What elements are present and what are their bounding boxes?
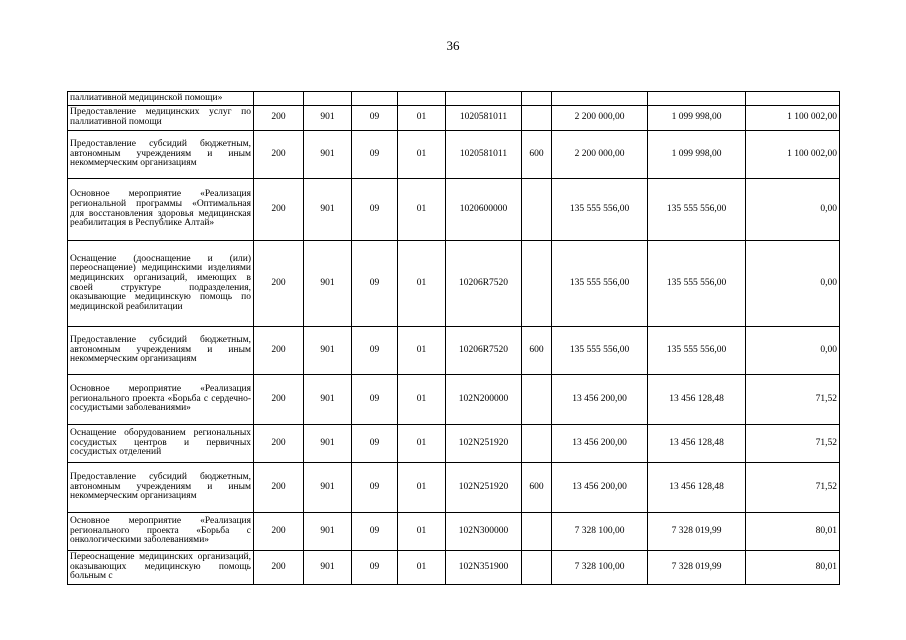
department-code-cell: 901 [304, 463, 352, 513]
table-row [68, 463, 840, 513]
target-article-cell [446, 92, 522, 106]
expense-type-cell [522, 106, 552, 131]
table-row [68, 513, 840, 551]
target-article-cell: 10206R7520 [446, 241, 522, 327]
remaining-amount-cell: 0,00 [746, 327, 840, 375]
target-article-cell: 102N351900 [446, 551, 522, 585]
planned-amount-cell: 135 555 556,00 [552, 179, 648, 241]
subsection-code-cell: 01 [398, 106, 446, 131]
department-code-cell: 901 [304, 241, 352, 327]
expense-type-cell [522, 425, 552, 463]
remaining-amount-cell: 71,52 [746, 375, 840, 425]
remaining-amount-cell: 0,00 [746, 241, 840, 327]
remaining-amount-cell: 71,52 [746, 425, 840, 463]
page-number: 36 [446, 38, 460, 53]
expense-type-cell [522, 179, 552, 241]
admin-code-cell: 200 [254, 513, 304, 551]
row-description: Основное мероприятие «Реализация регионального проекта «Борьба с сердечно-сосудистыми заболеваниями» [68, 375, 254, 425]
row-description: Предоставление субсидий бюджетным, автономным учреждениям и иным некоммерческим организациям [68, 463, 254, 513]
planned-amount-cell: 135 555 556,00 [552, 241, 648, 327]
remaining-amount-cell: 71,52 [746, 463, 840, 513]
planned-amount-cell: 2 200 000,00 [552, 131, 648, 179]
planned-amount-cell: 2 200 000,00 [552, 106, 648, 131]
target-article-cell: 102N200000 [446, 375, 522, 425]
subsection-code-cell: 01 [398, 131, 446, 179]
remaining-amount-cell: 80,01 [746, 551, 840, 585]
row-description: Оснащение оборудованием региональных сосудистых центров и первичных сосудистых отделений [68, 425, 254, 463]
expense-type-cell [522, 241, 552, 327]
admin-code-cell: 200 [254, 327, 304, 375]
row-description: Оснащение (дооснащение и (или) переоснащение) медицинскими изделиями медицинских организаций, имеющих в своей структуре подразделения, оказывающие медицинскую помощь по медицинской реабилитации [68, 241, 254, 327]
remaining-amount-cell: 1 100 002,00 [746, 131, 840, 179]
table-row [68, 179, 840, 241]
row-description: Основное мероприятие «Реализация регионального проекта «Борьба с онкологическими заболеваниями» [68, 513, 254, 551]
expense-type-cell: 600 [522, 327, 552, 375]
subsection-code-cell: 01 [398, 375, 446, 425]
section-code-cell: 09 [352, 241, 398, 327]
target-article-cell: 1020600000 [446, 179, 522, 241]
department-code-cell: 901 [304, 131, 352, 179]
target-article-cell: 1020581011 [446, 106, 522, 131]
planned-amount-cell: 135 555 556,00 [552, 327, 648, 375]
table-row [68, 375, 840, 425]
table-row [68, 92, 840, 106]
executed-amount-cell: 13 456 128,48 [648, 375, 746, 425]
section-code-cell: 09 [352, 375, 398, 425]
budget-table [67, 91, 840, 585]
table-row [68, 241, 840, 327]
executed-amount-cell: 135 555 556,00 [648, 327, 746, 375]
department-code-cell: 901 [304, 425, 352, 463]
table-row [68, 106, 840, 131]
admin-code-cell [254, 92, 304, 106]
planned-amount-cell: 13 456 200,00 [552, 375, 648, 425]
remaining-amount-cell: 0,00 [746, 179, 840, 241]
subsection-code-cell: 01 [398, 179, 446, 241]
department-code-cell: 901 [304, 179, 352, 241]
admin-code-cell: 200 [254, 375, 304, 425]
section-code-cell: 09 [352, 106, 398, 131]
admin-code-cell: 200 [254, 179, 304, 241]
executed-amount-cell: 1 099 998,00 [648, 131, 746, 179]
planned-amount-cell: 7 328 100,00 [552, 551, 648, 585]
expense-type-cell: 600 [522, 463, 552, 513]
department-code-cell: 901 [304, 106, 352, 131]
admin-code-cell: 200 [254, 241, 304, 327]
executed-amount-cell: 13 456 128,48 [648, 425, 746, 463]
section-code-cell: 09 [352, 131, 398, 179]
row-description: Предоставление субсидий бюджетным, автономным учреждениям и иным некоммерческим организациям [68, 327, 254, 375]
section-code-cell: 09 [352, 551, 398, 585]
expense-type-cell [522, 92, 552, 106]
remaining-amount-cell: 1 100 002,00 [746, 106, 840, 131]
admin-code-cell: 200 [254, 131, 304, 179]
executed-amount-cell: 13 456 128,48 [648, 463, 746, 513]
expense-type-cell [522, 513, 552, 551]
row-description: Предоставление субсидий бюджетным, автономным учреждениям и иным некоммерческим организациям [68, 131, 254, 179]
planned-amount-cell: 13 456 200,00 [552, 463, 648, 513]
target-article-cell: 1020581011 [446, 131, 522, 179]
subsection-code-cell: 01 [398, 425, 446, 463]
subsection-code-cell: 01 [398, 241, 446, 327]
department-code-cell: 901 [304, 551, 352, 585]
section-code-cell: 09 [352, 179, 398, 241]
target-article-cell: 102N300000 [446, 513, 522, 551]
subsection-code-cell: 01 [398, 551, 446, 585]
section-code-cell: 09 [352, 513, 398, 551]
section-code-cell: 09 [352, 463, 398, 513]
remaining-amount-cell [746, 92, 840, 106]
admin-code-cell: 200 [254, 106, 304, 131]
subsection-code-cell: 01 [398, 327, 446, 375]
executed-amount-cell: 7 328 019,99 [648, 551, 746, 585]
expense-type-cell [522, 551, 552, 585]
planned-amount-cell [552, 92, 648, 106]
executed-amount-cell: 135 555 556,00 [648, 241, 746, 327]
row-description: Основное мероприятие «Реализация региональной программы «Оптимальная для восстановления здоровья медицинская реабилитация в Республике Алтай» [68, 179, 254, 241]
table-row [68, 425, 840, 463]
executed-amount-cell [648, 92, 746, 106]
department-code-cell: 901 [304, 375, 352, 425]
expense-type-cell [522, 375, 552, 425]
admin-code-cell: 200 [254, 463, 304, 513]
executed-amount-cell: 135 555 556,00 [648, 179, 746, 241]
subsection-code-cell [398, 92, 446, 106]
target-article-cell: 102N251920 [446, 463, 522, 513]
planned-amount-cell: 13 456 200,00 [552, 425, 648, 463]
table-row [68, 327, 840, 375]
expense-type-cell: 600 [522, 131, 552, 179]
row-description: Предоставление медицинских услуг по паллиативной помощи [68, 106, 254, 131]
section-code-cell [352, 92, 398, 106]
target-article-cell: 102N251920 [446, 425, 522, 463]
department-code-cell: 901 [304, 513, 352, 551]
table-row [68, 551, 840, 585]
section-code-cell: 09 [352, 327, 398, 375]
target-article-cell: 10206R7520 [446, 327, 522, 375]
planned-amount-cell: 7 328 100,00 [552, 513, 648, 551]
row-description: Переоснащение медицинских организаций, оказывающих медицинскую помощь больным с [68, 551, 254, 585]
table-row [68, 131, 840, 179]
department-code-cell [304, 92, 352, 106]
executed-amount-cell: 7 328 019,99 [648, 513, 746, 551]
row-description: паллиативной медицинской помощи» [68, 92, 254, 106]
subsection-code-cell: 01 [398, 513, 446, 551]
admin-code-cell: 200 [254, 425, 304, 463]
executed-amount-cell: 1 099 998,00 [648, 106, 746, 131]
subsection-code-cell: 01 [398, 463, 446, 513]
department-code-cell: 901 [304, 327, 352, 375]
remaining-amount-cell: 80,01 [746, 513, 840, 551]
admin-code-cell: 200 [254, 551, 304, 585]
section-code-cell: 09 [352, 425, 398, 463]
